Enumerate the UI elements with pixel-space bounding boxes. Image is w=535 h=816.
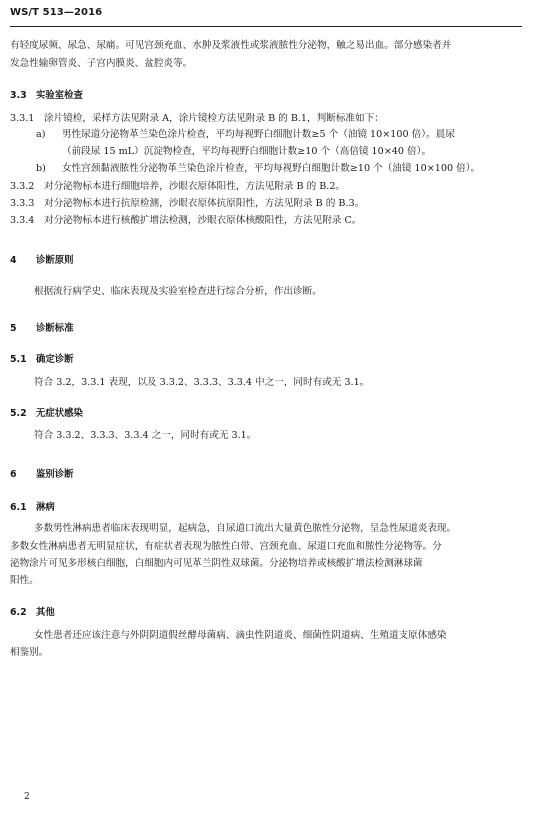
section-heading-3-3 xyxy=(10,87,83,101)
paragraph-line: 发急性输卵管炎、子宫内膜炎、盆腔炎等。 xyxy=(10,58,193,69)
section-title: 诊断原则 xyxy=(36,255,74,266)
list-item-a-line: 男性尿道分泌物革兰染色涂片检查，平均每视野白细胞计数≥5 个（油镜 10×100 倍）。晨尿 xyxy=(62,129,455,140)
clause-text: 对分泌物标本进行细胞培养，沙眼衣原体阳性，方法见附录 B 的 B.2。 xyxy=(44,181,346,192)
header-rule xyxy=(10,26,522,27)
section-number: 5 xyxy=(10,323,17,334)
subsection-title: 确定诊断 xyxy=(36,354,74,365)
paragraph-line: 阳性。 xyxy=(10,575,39,586)
subsection-number: 6.2 xyxy=(10,607,27,618)
paragraph-line: 多数男性淋病患者临床表现明显，起病急，自尿道口流出大量黄色脓性分泌物，呈急性尿道炎表现。 xyxy=(34,523,457,534)
clause-text: 对分泌物标本进行核酸扩增法检测，沙眼衣原体核酸阳性，方法见附录 C。 xyxy=(44,215,362,226)
subsection-title: 淋病 xyxy=(36,502,55,513)
section-number: 3.3 xyxy=(10,90,27,101)
list-marker-a: a) xyxy=(36,129,46,140)
subsection-number: 6.1 xyxy=(10,502,27,513)
list-marker-b: b) xyxy=(36,163,46,174)
paragraph-line: 根据流行病学史、临床表现及实验室检查进行综合分析，作出诊断。 xyxy=(34,286,322,297)
subsection-title: 其他 xyxy=(36,607,55,618)
subsection-heading-6-2 xyxy=(10,604,55,618)
clause-number: 3.3.1 xyxy=(10,113,35,124)
clause-3-3-4 xyxy=(10,214,361,227)
subsection-heading-5-2 xyxy=(10,405,83,419)
clause-3-3-2 xyxy=(10,180,345,193)
paragraph-line: 符合 3.2，3.3.1 表现，以及 3.3.2、3.3.3、3.3.4 中之一，同时有或无 3.1。 xyxy=(34,377,370,388)
subsection-title: 无症状感染 xyxy=(36,408,83,419)
list-item-b-line: 女性宫颈黏液脓性分泌物革兰染色涂片检查，平均每视野白细胞计数≥10 个（油镜 10×100 倍）。 xyxy=(62,163,481,174)
page-number: 2 xyxy=(24,792,30,802)
section-number: 6 xyxy=(10,469,17,480)
paragraph-line: 泌物涂片可见多形核白细胞，白细胞内可见革兰阴性双球菌。分泌物培养或核酸扩增法检测淋球菌 xyxy=(10,558,423,569)
section-heading-4 xyxy=(10,252,74,266)
paragraph-line: 有轻度尿频、尿急、尿痛。可见宫颈充血、水肿及浆液性或浆液脓性分泌物，触之易出血。部分感染者并 xyxy=(10,40,452,51)
paragraph-line: 女性患者还应该注意与外阴阴道假丝酵母菌病、滴虫性阴道炎、细菌性阴道病、生殖道支原体感染 xyxy=(34,630,447,641)
subsection-number: 5.2 xyxy=(10,408,27,419)
subsection-heading-6-1 xyxy=(10,499,55,513)
section-heading-5 xyxy=(10,320,74,334)
clause-3-3-3 xyxy=(10,197,364,210)
section-title: 实验室检查 xyxy=(36,90,83,101)
standard-code-header: WS/T 513—2016 xyxy=(10,7,103,18)
section-title: 诊断标准 xyxy=(36,323,74,334)
subsection-number: 5.1 xyxy=(10,354,27,365)
clause-text: 对分泌物标本进行抗原检测，沙眼衣原体抗原阳性，方法见附录 B 的 B.3。 xyxy=(44,198,365,209)
paragraph-line: 多数女性淋病患者无明显症状，有症状者表现为脓性白带、宫颈充血、尿道口充血和脓性分泌物等。分 xyxy=(10,541,442,552)
section-title: 鉴别诊断 xyxy=(36,469,74,480)
section-heading-6 xyxy=(10,466,74,480)
clause-3-3-1 xyxy=(10,112,384,125)
clause-number: 3.3.4 xyxy=(10,215,35,226)
clause-number: 3.3.3 xyxy=(10,198,35,209)
section-number: 4 xyxy=(10,255,17,266)
clause-number: 3.3.2 xyxy=(10,181,35,192)
paragraph-line: 相鉴别。 xyxy=(10,647,49,658)
subsection-heading-5-1 xyxy=(10,351,74,365)
paragraph-line: 符合 3.3.2、3.3.3、3.3.4 之一，同时有或无 3.1。 xyxy=(34,430,257,441)
list-item-a-line: （前段尿 15 mL）沉淀物检查，平均每视野白细胞计数≥10 个（高倍镜 10×40 倍）。 xyxy=(62,146,432,157)
clause-text: 涂片镜检，采样方法见附录 A，涂片镜检方法见附录 B 的 B.1，判断标准如下： xyxy=(44,113,384,124)
